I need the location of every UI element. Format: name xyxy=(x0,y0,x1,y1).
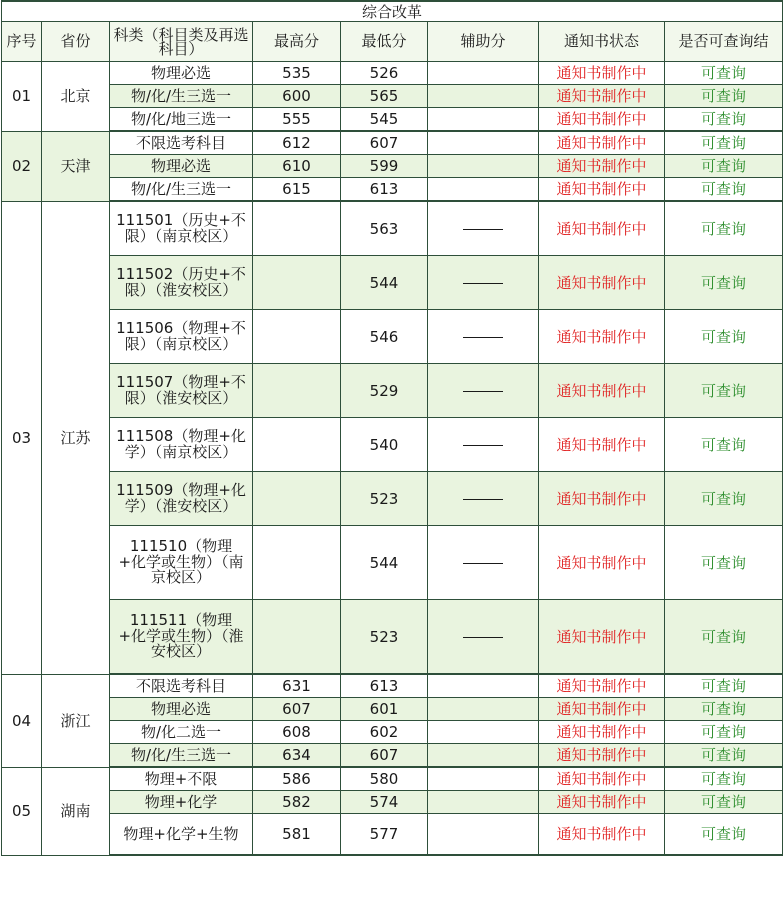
queryable-cell: 可查询 xyxy=(665,131,783,155)
subject-cell: 物理+化学 xyxy=(110,791,253,814)
table-row xyxy=(2,131,783,155)
province-cell: 浙江 xyxy=(42,674,110,767)
queryable-cell: 可查询 xyxy=(665,674,783,698)
min-score-cell: 529 xyxy=(341,364,428,418)
subject-cell: 物/化/地三选一 xyxy=(110,108,253,132)
queryable-cell: 可查询 xyxy=(665,85,783,108)
table-row xyxy=(2,418,783,472)
subject-cell: 111506（物理+不限）（南京校区） xyxy=(110,310,253,364)
max-score-cell xyxy=(253,472,341,526)
header-no: 序号 xyxy=(2,22,42,62)
queryable-cell: 可查询 xyxy=(665,256,783,310)
aux-score-cell xyxy=(428,744,539,768)
queryable-cell: 可查询 xyxy=(665,791,783,814)
max-score-cell: 615 xyxy=(253,178,341,202)
min-score-cell: 545 xyxy=(341,108,428,132)
dash-mark xyxy=(463,229,503,230)
dash-mark xyxy=(463,391,503,392)
max-score-cell xyxy=(253,310,341,364)
title-row xyxy=(2,1,783,22)
aux-score-cell xyxy=(428,131,539,155)
max-score-cell: 610 xyxy=(253,155,341,178)
province-cell: 天津 xyxy=(42,131,110,201)
min-score-cell: 607 xyxy=(341,744,428,768)
notice-status-cell: 通知书制作中 xyxy=(539,698,665,721)
queryable-cell: 可查询 xyxy=(665,310,783,364)
max-score-cell: 535 xyxy=(253,62,341,85)
notice-status-cell: 通知书制作中 xyxy=(539,526,665,600)
min-score-cell: 599 xyxy=(341,155,428,178)
dash-mark xyxy=(463,337,503,338)
notice-status-cell: 通知书制作中 xyxy=(539,744,665,768)
subject-cell: 物理必选 xyxy=(110,698,253,721)
table-row xyxy=(2,310,783,364)
queryable-cell: 可查询 xyxy=(665,721,783,744)
notice-status-cell: 通知书制作中 xyxy=(539,721,665,744)
subject-cell: 不限选考科目 xyxy=(110,674,253,698)
header-min-score: 最低分 xyxy=(341,22,428,62)
row-number: 03 xyxy=(2,201,42,674)
notice-status-cell: 通知书制作中 xyxy=(539,418,665,472)
subject-cell: 111508（物理+化学）（南京校区） xyxy=(110,418,253,472)
min-score-cell: 544 xyxy=(341,256,428,310)
max-score-cell xyxy=(253,600,341,675)
subject-cell: 物/化/生三选一 xyxy=(110,178,253,202)
province-cell: 江苏 xyxy=(42,201,110,674)
min-score-cell: 526 xyxy=(341,62,428,85)
max-score-cell: 634 xyxy=(253,744,341,768)
aux-score-cell xyxy=(428,364,539,418)
queryable-cell: 可查询 xyxy=(665,698,783,721)
max-score-cell: 586 xyxy=(253,767,341,791)
subject-cell: 111511（物理+化学或生物）（淮安校区） xyxy=(110,600,253,675)
subject-cell: 物理+化学+生物 xyxy=(110,814,253,856)
aux-score-cell xyxy=(428,526,539,600)
queryable-cell: 可查询 xyxy=(665,767,783,791)
aux-score-cell xyxy=(428,155,539,178)
aux-score-cell xyxy=(428,791,539,814)
table-row xyxy=(2,698,783,721)
max-score-cell: 581 xyxy=(253,814,341,856)
queryable-cell: 可查询 xyxy=(665,526,783,600)
header-province: 省份 xyxy=(42,22,110,62)
header-subject: 科类（科目类及再选科目） xyxy=(110,22,253,62)
max-score-cell: 555 xyxy=(253,108,341,132)
aux-score-cell xyxy=(428,674,539,698)
aux-score-cell xyxy=(428,472,539,526)
min-score-cell: 607 xyxy=(341,131,428,155)
table-row xyxy=(2,744,783,768)
dash-mark xyxy=(463,499,503,500)
table-body xyxy=(2,1,783,855)
min-score-cell: 523 xyxy=(341,600,428,675)
aux-score-cell xyxy=(428,85,539,108)
queryable-cell: 可查询 xyxy=(665,201,783,256)
row-number: 05 xyxy=(2,767,42,855)
subject-cell: 不限选考科目 xyxy=(110,131,253,155)
max-score-cell xyxy=(253,418,341,472)
queryable-cell: 可查询 xyxy=(665,62,783,85)
table-row xyxy=(2,526,783,600)
subject-cell: 111501（历史+不限）（南京校区） xyxy=(110,201,253,256)
notice-status-cell: 通知书制作中 xyxy=(539,472,665,526)
subject-cell: 物/化二选一 xyxy=(110,721,253,744)
max-score-cell: 600 xyxy=(253,85,341,108)
queryable-cell: 可查询 xyxy=(665,600,783,675)
aux-score-cell xyxy=(428,721,539,744)
province-cell: 湖南 xyxy=(42,767,110,855)
queryable-cell: 可查询 xyxy=(665,178,783,202)
aux-score-cell xyxy=(428,178,539,202)
subject-cell: 物/化/生三选一 xyxy=(110,744,253,768)
admission-score-table xyxy=(1,0,783,856)
table-row xyxy=(2,256,783,310)
max-score-cell: 607 xyxy=(253,698,341,721)
aux-score-cell xyxy=(428,600,539,675)
min-score-cell: 580 xyxy=(341,767,428,791)
row-number: 02 xyxy=(2,131,42,201)
aux-score-cell xyxy=(428,108,539,132)
province-cell: 北京 xyxy=(42,62,110,132)
dash-mark xyxy=(463,637,503,638)
subject-cell: 物理+不限 xyxy=(110,767,253,791)
aux-score-cell xyxy=(428,767,539,791)
queryable-cell: 可查询 xyxy=(665,814,783,856)
table-row xyxy=(2,108,783,132)
queryable-cell: 可查询 xyxy=(665,744,783,768)
subject-cell: 物/化/生三选一 xyxy=(110,85,253,108)
table-row xyxy=(2,767,783,791)
queryable-cell: 可查询 xyxy=(665,418,783,472)
min-score-cell: 565 xyxy=(341,85,428,108)
notice-status-cell: 通知书制作中 xyxy=(539,600,665,675)
aux-score-cell xyxy=(428,418,539,472)
header-aux-score: 辅助分 xyxy=(428,22,539,62)
max-score-cell: 612 xyxy=(253,131,341,155)
table-row xyxy=(2,791,783,814)
aux-score-cell xyxy=(428,814,539,856)
row-number: 04 xyxy=(2,674,42,767)
notice-status-cell: 通知书制作中 xyxy=(539,108,665,132)
min-score-cell: 544 xyxy=(341,526,428,600)
queryable-cell: 可查询 xyxy=(665,364,783,418)
row-number: 01 xyxy=(2,62,42,132)
max-score-cell: 631 xyxy=(253,674,341,698)
aux-score-cell xyxy=(428,62,539,85)
min-score-cell: 540 xyxy=(341,418,428,472)
table-row xyxy=(2,721,783,744)
notice-status-cell: 通知书制作中 xyxy=(539,767,665,791)
min-score-cell: 613 xyxy=(341,178,428,202)
queryable-cell: 可查询 xyxy=(665,155,783,178)
max-score-cell: 608 xyxy=(253,721,341,744)
aux-score-cell xyxy=(428,698,539,721)
notice-status-cell: 通知书制作中 xyxy=(539,310,665,364)
table-row xyxy=(2,814,783,856)
min-score-cell: 563 xyxy=(341,201,428,256)
notice-status-cell: 通知书制作中 xyxy=(539,364,665,418)
table-row xyxy=(2,85,783,108)
subject-cell: 111502（历史+不限）（淮安校区） xyxy=(110,256,253,310)
subject-cell: 物理必选 xyxy=(110,155,253,178)
notice-status-cell: 通知书制作中 xyxy=(539,814,665,856)
dash-mark xyxy=(463,445,503,446)
notice-status-cell: 通知书制作中 xyxy=(539,131,665,155)
max-score-cell: 582 xyxy=(253,791,341,814)
notice-status-cell: 通知书制作中 xyxy=(539,85,665,108)
min-score-cell: 577 xyxy=(341,814,428,856)
aux-score-cell xyxy=(428,310,539,364)
queryable-cell: 可查询 xyxy=(665,108,783,132)
notice-status-cell: 通知书制作中 xyxy=(539,201,665,256)
max-score-cell xyxy=(253,526,341,600)
subject-cell: 物理必选 xyxy=(110,62,253,85)
min-score-cell: 574 xyxy=(341,791,428,814)
table-title: 综合改革 xyxy=(2,1,783,22)
dash-mark xyxy=(463,563,503,564)
aux-score-cell xyxy=(428,256,539,310)
notice-status-cell: 通知书制作中 xyxy=(539,791,665,814)
table-row xyxy=(2,201,783,256)
notice-status-cell: 通知书制作中 xyxy=(539,256,665,310)
min-score-cell: 546 xyxy=(341,310,428,364)
header-queryable: 是否可查询结 xyxy=(665,22,783,62)
subject-cell: 111510（物理+化学或生物）（南京校区） xyxy=(110,526,253,600)
notice-status-cell: 通知书制作中 xyxy=(539,62,665,85)
dash-mark xyxy=(463,283,503,284)
min-score-cell: 523 xyxy=(341,472,428,526)
table-row xyxy=(2,674,783,698)
table-row xyxy=(2,472,783,526)
notice-status-cell: 通知书制作中 xyxy=(539,155,665,178)
table-row xyxy=(2,155,783,178)
min-score-cell: 602 xyxy=(341,721,428,744)
table-row xyxy=(2,600,783,675)
max-score-cell xyxy=(253,256,341,310)
subject-cell: 111509（物理+化学）（淮安校区） xyxy=(110,472,253,526)
max-score-cell xyxy=(253,201,341,256)
table-row xyxy=(2,62,783,85)
min-score-cell: 601 xyxy=(341,698,428,721)
max-score-cell xyxy=(253,364,341,418)
aux-score-cell xyxy=(428,201,539,256)
min-score-cell: 613 xyxy=(341,674,428,698)
notice-status-cell: 通知书制作中 xyxy=(539,178,665,202)
notice-status-cell: 通知书制作中 xyxy=(539,674,665,698)
table-row xyxy=(2,178,783,202)
queryable-cell: 可查询 xyxy=(665,472,783,526)
header-max-score: 最高分 xyxy=(253,22,341,62)
header-row xyxy=(2,22,783,62)
header-notice-status: 通知书状态 xyxy=(539,22,665,62)
subject-cell: 111507（物理+不限）（淮安校区） xyxy=(110,364,253,418)
table-row xyxy=(2,364,783,418)
